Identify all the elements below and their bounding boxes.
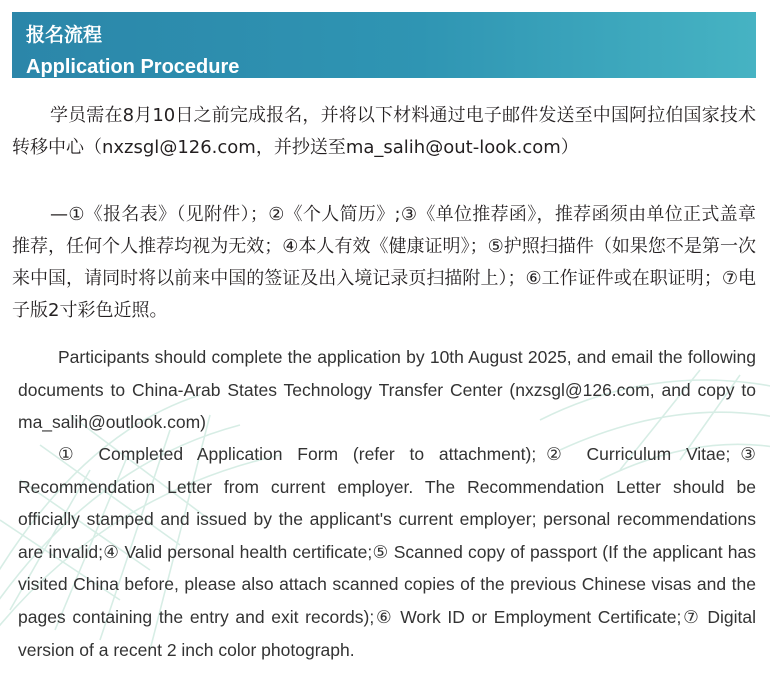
cn-paragraph-deadline: 学员需在8月10日之前完成报名，并将以下材料通过电子邮件发送至中国阿拉伯国家技术转移中心（nxzsgl@126.com，并抄送至ma_salih@out-look.com） <box>12 105 756 158</box>
cn-paragraph-documents: —①《报名表》（见附件）；②《个人简历》;③《单位推荐函》，推荐函须由单位正式盖章推荐，任何个人推荐均视为无效；④本人有效《健康证明》；⑤护照扫描件（如果您不是第一次来中国，请同时将以前来中国的签证及出入境记录页扫描附上）；⑥工作证件或在职证明；⑦电子版2寸彩色近照。 <box>12 204 756 321</box>
en-paragraph-documents: ① Completed Application Form (refer to attachment);② Curriculum Vitae;③ Recommendation Letter from current employer. The Recommendation Letter should be officially stamped and issued by the applicant's current employer; personal recommendations are invalid;④ Valid personal health certificate;⑤ Scanned copy of passport (If the applicant has visited China before, please also attach scanned copies of the previous Chinese visas and the pages containing the entry and exit records);⑥ Work ID or Employment Certificate;⑦ Digital version of a recent 2 inch color photograph. <box>18 444 756 660</box>
section-header <box>12 12 756 78</box>
section-title-cn: 报名流程 <box>26 24 103 46</box>
section-title-en: Application Procedure <box>26 56 240 78</box>
en-paragraph-deadline: Participants should complete the application by 10th August 2025, and email the following documents to China-Arab States Technology Transfer Center (nxzsgl@126.com, and copy to ma_salih@outlook.com) <box>18 347 756 433</box>
